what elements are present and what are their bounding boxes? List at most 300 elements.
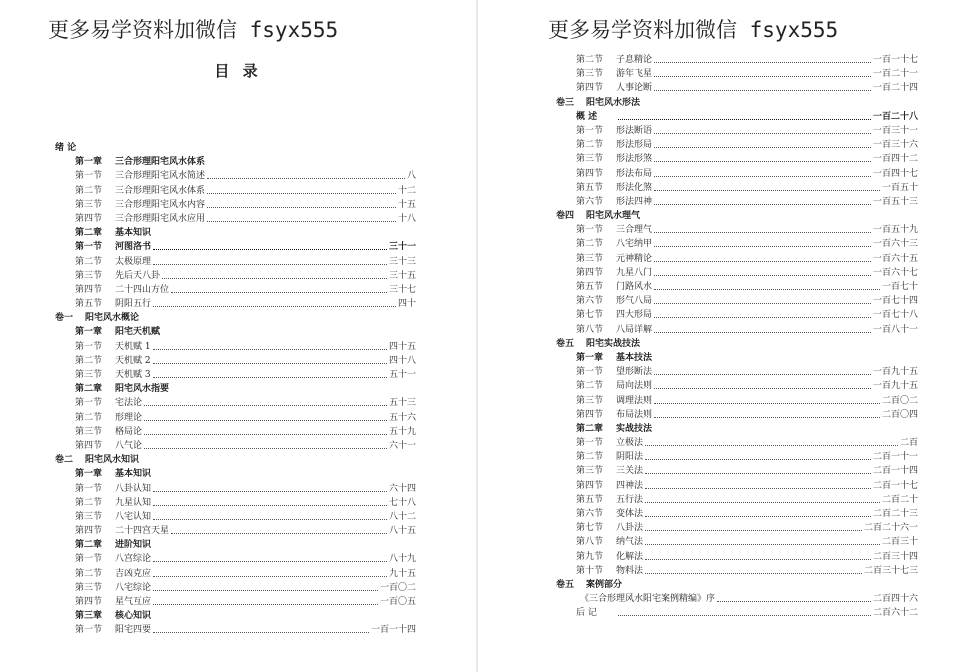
toc-entry [0,623,476,637]
entry-title: 八宫综论 [115,554,152,565]
dot-leader [645,516,871,517]
page-number: 六十四 [388,483,416,494]
page-number: 二百三十四 [872,551,918,562]
entry-label: 第二节 [75,256,103,267]
dot-leader [654,275,871,276]
page-number: 一百六十七 [872,267,918,278]
toc-entry [478,167,963,181]
page-number: 一百九十五 [872,367,918,378]
volume-heading [0,453,476,467]
entry-title: 二十四山方位 [115,284,170,295]
page-number: 二百一十七 [872,480,918,491]
entry-title: 天机赋 1 [115,341,151,352]
entry-label: 第三节 [576,395,604,406]
chapter-heading [0,155,476,169]
page-header: 更多易学资料加微信 fsyx555 [48,18,339,42]
entry-label: 第八节 [576,324,604,335]
toc-entry [478,464,963,478]
entry-title: 三合形理阳宅风水简述 [115,171,206,182]
entry-label: 第四节 [576,480,604,491]
page-number: 一百五十三 [872,196,918,207]
page-number: 五十九 [388,426,416,437]
page-header: 更多易学资料加微信 fsyx555 [548,18,839,42]
entry-title: 实战技法 [616,423,653,434]
entry-label: 第七节 [576,523,604,534]
entry-label: 第二节 [75,185,103,196]
toc-entry [478,138,963,152]
toc-entry [0,354,476,368]
page-number: 一百〇二 [379,582,416,593]
entry-label: 第一节 [75,341,103,352]
entry-label: 第二节 [75,412,103,423]
entry-title: 三关法 [616,466,644,477]
dot-leader [654,90,871,91]
toc-entry [0,169,476,183]
entry-label: 卷五 [556,338,575,349]
entry-label: 第一节 [576,125,604,136]
entry-label: 卷三 [556,97,575,108]
entry-title: 望形断法 [616,367,653,378]
entry-label: 第四节 [576,267,604,278]
entry-label: 第四节 [576,409,604,420]
page-number: 一百六十五 [872,253,918,264]
chapter-heading [0,325,476,339]
entry-label: 第五节 [576,282,604,292]
dot-leader [654,176,871,177]
dot-leader [153,632,369,633]
toc-entry [478,195,963,209]
dot-leader [207,193,396,194]
entry-title: 形法断语 [616,125,653,136]
entry-title: 形法形煞 [616,154,653,165]
page-number: 一百四十七 [872,168,918,179]
toc-list [478,53,963,621]
entry-title: 三合形理阳宅风水内容 [115,199,206,210]
entry-label: 卷五 [556,579,575,590]
entry-title: 基本知识 [115,228,152,239]
toc-entry [0,595,476,609]
page-number: 一百七十八 [872,310,918,321]
toc-entry [0,496,476,510]
dot-leader [654,388,871,389]
entry-title: 八卦法 [616,523,644,534]
entry-label: 第一节 [75,242,103,253]
entry-label: 第六节 [576,296,604,307]
page-number: 八十九 [388,554,416,565]
dot-leader [153,363,387,364]
entry-title: 吉凶克应 [115,568,152,579]
toc-entry [0,283,476,297]
entry-label: 第三节 [576,154,604,165]
chapter-heading [478,351,963,365]
page-number: 一百一十四 [370,625,416,636]
dot-leader [654,147,871,148]
toc-entry [478,124,963,138]
entry-label: 第一节 [75,483,103,494]
right-page [478,0,963,672]
toc-entry [478,152,963,166]
dot-leader [654,246,871,247]
dot-leader [153,561,387,562]
toc-entry [478,323,963,337]
entry-label: 第三节 [75,582,103,593]
toc-entry [478,294,963,308]
page-number: 八十五 [388,526,416,537]
entry-title: 案例部分 [586,579,623,590]
page-number: 一百九十五 [872,381,918,392]
page-number: 七十八 [388,497,416,508]
entry-title: 形法形局 [616,140,653,151]
toc-entry [0,240,476,254]
entry-label: 第一章 [75,469,103,480]
page-number: 二百〇四 [881,409,918,420]
entry-label: 第六节 [576,196,604,207]
entry-title: 阳宅天机赋 [115,327,161,338]
dot-leader [717,601,871,602]
page-number: 十八 [397,213,416,224]
entry-label: 第二节 [75,497,103,508]
toc-entry [478,493,963,507]
chapter-heading [478,110,963,124]
dot-leader [654,204,871,205]
page-number: 三十五 [388,270,416,281]
dot-leader [144,448,387,449]
dot-leader [153,306,396,307]
entry-title: 布局法则 [616,409,653,420]
entry-title: 阳宅风水概论 [85,313,140,324]
page-number: 五十一 [388,370,416,380]
entry-label: 第二节 [576,381,604,392]
toc-entry [478,53,963,67]
toc-entry [478,507,963,521]
entry-label: 第五节 [576,494,604,505]
page-number: 八 [406,171,416,182]
page-number: 三十七 [388,284,416,295]
entry-label: 第一节 [576,225,604,236]
entry-title: 调理法则 [616,395,653,406]
entry-title: 三合理气 [616,225,653,236]
entry-label: 第五节 [576,182,604,193]
entry-label: 第七节 [576,310,604,321]
page-number: 十二 [397,185,416,196]
page-number: 一百七十四 [872,296,918,307]
volume-heading [0,141,476,155]
toc-entry [478,280,963,294]
toc-entry [478,237,963,251]
toc-entry [478,394,963,408]
page-number: 一百七十 [881,282,918,292]
entry-title: 化解法 [616,551,644,562]
toc-entry [478,408,963,422]
toc-entry [478,564,963,578]
dot-leader [654,62,871,63]
toc-entry [478,379,963,393]
toc-entry [0,425,476,439]
page-number: 二百三十七三 [863,565,918,576]
entry-title: 游年飞星 [616,69,653,80]
page-number: 六十一 [388,440,416,451]
toc-entry [478,450,963,464]
page-number: 四十 [397,299,416,310]
dot-leader [144,405,387,406]
entry-title: 三合形理阳宅风水体系 [115,157,206,168]
page-number: 一百五十 [881,182,918,193]
entry-label: 第一章 [75,157,103,168]
toc-entry [478,535,963,549]
entry-title: 形法化煞 [616,182,653,193]
entry-title: 元神精论 [616,253,653,264]
dot-leader [645,573,862,574]
entry-title: 八气论 [115,440,143,451]
entry-title: 形理论 [115,412,143,423]
page-number: 二百二十三 [872,509,918,519]
page-number: 一百二十四 [872,83,918,94]
toc-entry [0,567,476,581]
entry-label: 第一节 [75,625,103,636]
entry-label: 第一章 [75,327,103,338]
dot-leader [645,544,880,545]
toc-entry [478,550,963,564]
entry-title: 基本技法 [616,352,653,363]
page-number: 二百一十四 [872,466,918,477]
entry-label: 第三节 [75,199,103,210]
toc-entry [0,198,476,212]
entry-label: 第六节 [576,509,604,519]
toc-entry [478,365,963,379]
entry-label: 第四节 [75,284,103,295]
page-number: 十五 [397,199,416,210]
dot-leader [171,292,387,293]
page-number: 一百二十八 [872,111,918,122]
entry-title: 九星认知 [115,497,152,508]
entry-title: 纳气法 [616,537,644,548]
entry-title: 三合形理阳宅风水体系 [115,185,206,196]
toc-entry [478,223,963,237]
entry-title: 阴阳法 [616,452,644,463]
entry-label: 第八节 [576,537,604,548]
dot-leader [654,76,871,77]
dot-leader [207,207,396,208]
dot-leader [645,488,871,489]
entry-title: 立极法 [616,438,644,449]
volume-heading [478,337,963,351]
entry-label: 第二节 [576,452,604,463]
entry-label: 第三节 [576,253,604,264]
entry-label: 第三节 [75,511,103,522]
page-number: 二百〇二 [881,395,918,406]
dot-leader [153,349,387,350]
toc-entry [478,81,963,95]
dot-leader [654,133,871,134]
entry-title: 核心知识 [115,611,152,622]
entry-title: 阳宅风水知识 [85,455,140,466]
page-number: 二百 [899,438,918,449]
dot-leader [618,615,871,616]
entry-title: 先后天八卦 [115,270,161,281]
entry-label: 第一节 [75,554,103,565]
dot-leader [618,119,871,120]
entry-label: 第一节 [75,171,103,182]
toc-entry [0,297,476,311]
entry-label: 后 记 [576,608,597,619]
entry-title: 宅法论 [115,398,143,409]
toc-entry [0,184,476,198]
entry-title: 门路风水 [616,282,653,292]
entry-label: 第四节 [75,213,103,224]
entry-label: 第三节 [75,370,103,380]
toc-entry [478,521,963,535]
entry-title: 太极原理 [115,256,152,267]
dot-leader [645,559,871,560]
page-number: 一百八十一 [872,324,918,335]
toc-entry [478,67,963,81]
entry-label: 第四节 [576,168,604,179]
entry-label: 第二节 [576,55,604,65]
entry-title: 四神法 [616,480,644,491]
dot-leader [654,332,871,333]
entry-label: 第二章 [75,228,103,239]
toc-entry [478,308,963,322]
dot-leader [654,261,871,262]
page-number: 五十六 [388,412,416,423]
entry-label: 第二章 [75,540,103,551]
dot-leader [153,505,387,506]
entry-title: 格局论 [115,426,143,437]
dot-leader [153,519,387,520]
toc-entry [0,368,476,382]
entry-title: 八局详解 [616,324,653,335]
page-number: 一百五十九 [872,225,918,236]
dot-leader [171,533,387,534]
entry-label: 第十节 [576,565,604,576]
entry-title: 变体法 [616,509,644,519]
volume-heading [478,209,963,223]
entry-label: 概 述 [576,111,598,122]
toc-entry [0,510,476,524]
dot-leader [654,317,871,318]
dot-leader [654,190,880,191]
dot-leader [645,530,862,531]
entry-label: 第二节 [576,140,604,151]
chapter-heading [0,467,476,481]
toc-entry [478,592,963,606]
dot-leader [645,445,898,446]
entry-title: 阴阳五行 [115,299,152,310]
entry-title: 子息精论 [616,55,653,65]
page-number: 四十八 [388,355,416,366]
entry-label: 第二节 [75,355,103,366]
entry-title: 九星八门 [616,267,653,278]
chapter-heading [0,382,476,396]
page-number: 一百三十六 [872,140,918,151]
entry-label: 第三节 [576,69,604,80]
volume-heading [478,96,963,110]
toc-entry [478,266,963,280]
entry-title: 八宅认知 [115,511,152,522]
entry-title: 八宅综论 [115,582,152,593]
entry-label: 第四节 [75,526,103,537]
toc-entry [478,252,963,266]
entry-title: 形法四神 [616,196,653,207]
toc-title: 目 录 [214,62,262,80]
entry-title: 阳宅实战技法 [586,338,641,349]
page-number: 二百二十六一 [863,523,918,534]
entry-label: 第三章 [75,611,103,622]
entry-label: 第二章 [576,423,604,434]
entry-title: 进阶知识 [115,540,152,551]
toc-entry [0,482,476,496]
toc-entry [478,436,963,450]
toc-entry [0,439,476,453]
chapter-heading [0,226,476,240]
page-number: 二百三十 [881,537,918,548]
entry-label: 第五节 [75,299,103,310]
page-number: 二百一十一 [872,452,918,463]
dot-leader [153,576,387,577]
toc-entry [0,340,476,354]
page-number: 二百二十 [881,494,918,505]
page-number: 五十三 [388,398,416,409]
entry-title: 三合形理阳宅风水应用 [115,213,206,224]
toc-entry [478,606,963,620]
entry-title: 阳宅风水指要 [115,384,170,395]
entry-label: 第四节 [576,83,604,94]
dot-leader [153,264,387,265]
page-number: 一百四十二 [872,154,918,165]
volume-heading [0,311,476,325]
entry-title: 局向法则 [616,381,653,392]
dot-leader [645,459,871,460]
entry-label: 第一节 [576,438,604,449]
entry-title: 《三合形理风水阳宅案例精编》序 [580,594,716,605]
entry-label: 第三节 [576,466,604,477]
entry-label: 第二节 [75,568,103,579]
entry-label: 第二节 [576,239,604,250]
page-number: 一百二十一 [872,69,918,80]
dot-leader [153,249,387,250]
page-number: 一百一十七 [872,55,918,65]
entry-title: 阳宅风水理气 [586,211,641,222]
entry-title: 形气八局 [616,296,653,307]
toc-entry [478,181,963,195]
page-number: 二百四十六 [872,594,918,605]
entry-title: 阳宅风水形法 [586,97,641,108]
entry-title: 形法布局 [616,168,653,179]
dot-leader [153,604,378,605]
dot-leader [645,473,871,474]
entry-title: 物料法 [616,565,644,576]
toc-entry [0,411,476,425]
entry-title: 八卦认知 [115,483,152,494]
toc-entry [0,212,476,226]
dot-leader [162,278,387,279]
entry-label: 第九节 [576,551,604,562]
entry-title: 二十四宫天星 [115,526,170,537]
entry-label: 第四节 [75,597,103,607]
page-number: 八十二 [388,511,416,522]
dot-leader [654,417,880,418]
page-number: 一百三十一 [872,125,918,136]
entry-title: 八宅纳甲 [616,239,653,250]
page-number: 二百六十二 [872,608,918,619]
dot-leader [654,161,871,162]
page-number: 一百〇五 [379,597,416,607]
dot-leader [654,289,880,290]
dot-leader [153,590,378,591]
entry-label: 第三节 [75,426,103,437]
entry-title: 河图洛书 [115,242,152,253]
entry-label: 第二章 [75,384,103,395]
